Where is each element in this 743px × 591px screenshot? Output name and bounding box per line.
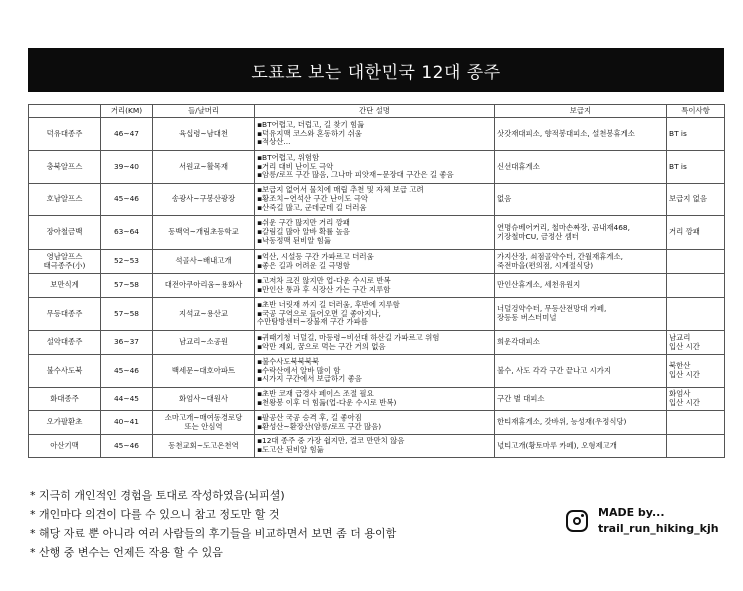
- supply-cell: [495, 250, 667, 274]
- table-row: [29, 331, 725, 355]
- description-line: ▪고저차 크진 않지만 업-다운 수시로 반복: [257, 275, 391, 285]
- note-cell: [667, 250, 725, 274]
- description-line: ▪팔공산 국공 승격 후, 길 좋아짐: [257, 412, 362, 422]
- distance-cell: 46~47: [101, 118, 153, 151]
- distance-cell: 63~64: [101, 216, 153, 250]
- trail-name-cell: 무등대종주: [29, 298, 101, 331]
- note-cell: [667, 331, 725, 355]
- table-row: [29, 355, 725, 388]
- description-line: ▪황조치~연석산 구간 난이도 극악: [257, 194, 369, 204]
- description-line: ▪환성산~환장산(암릉/로프 구간 많음): [257, 421, 382, 431]
- trail-name-cell: 장아철금백: [29, 216, 101, 250]
- table-row: [29, 274, 725, 298]
- route-cell: [153, 274, 255, 298]
- trail-name-cell: 오가팔환초: [29, 411, 101, 435]
- description-line: ▪불수사도북북북북: [257, 356, 320, 366]
- description-line: ▪갈림길 많아 알바 확률 높음: [257, 227, 350, 237]
- supply-line: 신선대휴게소: [497, 161, 540, 171]
- distance-cell: 44~45: [101, 388, 153, 411]
- route-cell: [153, 298, 255, 331]
- trail-name-cell: 영남알프스 태극종주(小): [29, 250, 101, 274]
- trail-name-cell: 아산기맥: [29, 435, 101, 458]
- description-line: ▪암릉/로프 구간 많음, 그나마 피앗재~문장대 구간은 길 좋음: [257, 170, 454, 180]
- supply-cell: [495, 435, 667, 458]
- supply-line: 장등동 버스터미널: [497, 313, 557, 322]
- page-title: 도표로 보는 대한민국 12대 종주: [251, 62, 501, 83]
- description-line: ▪보급지 없어서 물치에 매립 추천 및 자체 보급 고려: [257, 185, 424, 195]
- route-cell: [153, 184, 255, 216]
- description-line: ▪만인산 통과 후 식장산 가는 구간 지루함: [257, 284, 391, 294]
- description-line: ▪낙동정맥 된비알 힘듦: [257, 235, 331, 245]
- table-row: [29, 411, 725, 435]
- page-title-banner: [28, 48, 724, 92]
- route-cell: [153, 216, 255, 250]
- footnotes: [30, 486, 396, 562]
- route-line: 동천교회~도고온천역: [168, 440, 239, 450]
- distance-cell: 45~46: [101, 355, 153, 388]
- description-line: ▪악만 제외, 꿈으로 먹는 구간 거의 없음: [257, 341, 386, 351]
- supply-line: 연명슈베어커리, 철마손짜장, 곰내재468,: [497, 222, 630, 232]
- route-line: 석골사~배내고개: [175, 256, 232, 266]
- header-supply: 보급지: [495, 105, 667, 118]
- trail-name-cell: 호남알프스: [29, 184, 101, 216]
- supply-line: 가지산장, 쇠점골약수터, 간월재휴게소,: [497, 251, 623, 261]
- table-row: [29, 216, 725, 250]
- footnote: * 지극히 개인적인 경험을 토대로 작성하였음(뇌피셜): [30, 489, 285, 502]
- note-cell: [667, 216, 725, 250]
- route-line: 또는 안심역: [184, 421, 223, 431]
- description-line: ▪초반 코재 급경사 페이스 조절 필요: [257, 389, 374, 399]
- note-line: BT is: [669, 128, 687, 138]
- supply-cell: [495, 151, 667, 184]
- description-line: ▪귀때기청 너덜길, 마등령~비선대 하산길 가파르고 위험: [257, 332, 440, 342]
- supply-line: 넋티고개(황토마루 카페), 오형제고개: [497, 440, 617, 450]
- route-cell: [153, 411, 255, 435]
- header-distance: 거리(KM): [101, 105, 153, 118]
- route-cell: [153, 151, 255, 184]
- route-cell: [153, 388, 255, 411]
- header-description: 간단 설명: [255, 105, 495, 118]
- note-cell: [667, 435, 725, 458]
- description-line: ▪쉬운 구간 많지만 거리 깡패: [257, 218, 350, 228]
- description-cell: [255, 250, 495, 274]
- description-cell: [255, 151, 495, 184]
- route-cell: [153, 250, 255, 274]
- description-line: ▪천왕봉 이후 더 힘듦(업-다운 수시로 반복): [257, 398, 397, 407]
- note-line: 남교리: [669, 332, 691, 342]
- table-row: [29, 151, 725, 184]
- description-cell: [255, 118, 495, 151]
- made-by-label: MADE by...: [598, 506, 665, 519]
- distance-cell: 45~46: [101, 184, 153, 216]
- description-cell: [255, 435, 495, 458]
- note-line: 보급지 없음: [669, 194, 708, 204]
- description-line: ▪덕유지맥 코스와 혼동하기 쉬움: [257, 128, 362, 138]
- supply-line: 한티재휴게소, 갓바위, 능성재(우정식당): [497, 417, 627, 427]
- route-line: 동백역~개림초등학교: [168, 227, 239, 237]
- description-line: ▪BT어렵고, 더럽고, 길 찾기 힘듦: [257, 119, 365, 129]
- note-cell: [667, 151, 725, 184]
- supply-cell: [495, 216, 667, 250]
- description-line: ▪좋은 길과 어려운 길 극명함: [257, 260, 350, 270]
- supply-cell: [495, 298, 667, 331]
- table-row: [29, 184, 725, 216]
- made-by-handle: trail_run_hiking_kjh: [598, 522, 719, 535]
- distance-cell: 40~41: [101, 411, 153, 435]
- supply-line: 희운각대피소: [497, 337, 540, 347]
- supply-line: 구간 별 대피소: [497, 393, 545, 403]
- note-cell: [667, 388, 725, 411]
- route-line: 대전아쿠아리움~용화사: [164, 280, 243, 290]
- trail-table: [28, 104, 725, 458]
- supply-line: 너덜겅약수터, 무등산전망대 카페,: [497, 304, 607, 314]
- route-line: 서원교~활목재: [178, 161, 229, 171]
- trail-name-cell: 충북알프스: [29, 151, 101, 184]
- supply-cell: [495, 118, 667, 151]
- header-name: [29, 105, 101, 118]
- route-cell: [153, 435, 255, 458]
- note-line: 북한산: [669, 361, 691, 371]
- description-line: ▪적상산...: [257, 137, 291, 147]
- supply-cell: [495, 388, 667, 411]
- note-line: 화엄사: [669, 389, 691, 399]
- distance-cell: 36~37: [101, 331, 153, 355]
- description-line: ▪12대 종주 중 가장 쉽지만, 결코 만만치 않음: [257, 436, 405, 446]
- footnote: * 개인마다 의견이 다를 수 있으니 참고 정도만 할 것: [30, 508, 280, 521]
- route-line: 송광사~구봉산광장: [171, 194, 236, 204]
- note-line: 입산 시간: [669, 398, 700, 407]
- route-line: 백세문~대호아파트: [171, 365, 236, 375]
- made-by-credit: [566, 505, 719, 537]
- note-cell: [667, 274, 725, 298]
- route-cell: [153, 118, 255, 151]
- route-cell: [153, 331, 255, 355]
- description-cell: [255, 216, 495, 250]
- description-cell: [255, 355, 495, 388]
- table-row: [29, 298, 725, 331]
- table-row: [29, 435, 725, 458]
- route-line: 소마고개~매여동경로당: [164, 412, 243, 422]
- description-line: ▪시가지 구간에서 보급하기 좋음: [257, 374, 362, 384]
- table-row: [29, 118, 725, 151]
- made-by-text: [598, 505, 719, 537]
- description-line: ▪국공 구역으로 들어오면 길 좋아지나,: [257, 308, 381, 318]
- description-line: ▪수락산에서 알바 많이 함: [257, 365, 341, 375]
- note-cell: [667, 184, 725, 216]
- description-cell: [255, 388, 495, 411]
- route-line: 지석교~용산교: [178, 308, 229, 318]
- header-route: 들/날머리: [153, 105, 255, 118]
- route-line: 화엄사~대원사: [178, 393, 229, 403]
- description-cell: [255, 274, 495, 298]
- supply-line: 없음: [497, 194, 512, 204]
- description-line: ▪도고산 된비알 힘듦: [257, 445, 324, 454]
- supply-cell: [495, 331, 667, 355]
- description-cell: [255, 411, 495, 435]
- trail-name-cell: 불수사도북: [29, 355, 101, 388]
- distance-cell: 57~58: [101, 298, 153, 331]
- distance-cell: 52~53: [101, 250, 153, 274]
- supply-line: 기장철마CU, 금정산 셈터: [497, 231, 579, 241]
- note-cell: [667, 298, 725, 331]
- supply-cell: [495, 184, 667, 216]
- trail-name-cell: 덕유대종주: [29, 118, 101, 151]
- note-cell: [667, 411, 725, 435]
- table-row: [29, 388, 725, 411]
- supply-cell: [495, 355, 667, 388]
- description-cell: [255, 298, 495, 331]
- trail-name-cell: 보만식계: [29, 274, 101, 298]
- supply-cell: [495, 411, 667, 435]
- description-line: ▪산죽길 많고, 군데군데 길 더러움: [257, 202, 367, 212]
- description-cell: [255, 184, 495, 216]
- description-line: ▪초반 너릿재 까지 길 더러움, 후반에 지루함: [257, 299, 400, 309]
- distance-cell: 39~40: [101, 151, 153, 184]
- distance-cell: 45~46: [101, 435, 153, 458]
- description-line: ▪억산, 시설등 구간 가파르고 더러움: [257, 251, 374, 261]
- route-line: 남교리~소공원: [178, 337, 229, 347]
- note-line: 거리 깡패: [669, 227, 700, 237]
- description-line: 수만탐방센터~장불재 구간 가파름: [257, 317, 368, 327]
- supply-line: 삿갓재대피소, 향적봉대피소, 설천봉휴게소: [497, 128, 635, 138]
- description-line: ▪거리 대비 난이도 극악: [257, 161, 334, 171]
- footnote: * 산행 중 변수는 언제든 작용 할 수 있음: [30, 546, 223, 559]
- supply-cell: [495, 274, 667, 298]
- footnote: * 해당 자료 뿐 아니라 여러 사람들의 후기들을 비교하면서 보면 좀 더 용이함: [30, 527, 397, 540]
- note-line: 입산 시간: [669, 370, 700, 379]
- note-line: BT is: [669, 161, 687, 171]
- instagram-icon: [566, 510, 588, 532]
- route-cell: [153, 355, 255, 388]
- trail-name-cell: 설악대종주: [29, 331, 101, 355]
- description-cell: [255, 331, 495, 355]
- header-note: 특이사항: [667, 105, 725, 118]
- trail-name-cell: 화대종주: [29, 388, 101, 411]
- table-header-row: [29, 105, 725, 118]
- note-line: 입산 시간: [669, 341, 700, 351]
- route-line: 육십령~남대천: [178, 128, 229, 138]
- table-row: [29, 250, 725, 274]
- distance-cell: 57~58: [101, 274, 153, 298]
- note-cell: [667, 355, 725, 388]
- note-cell: [667, 118, 725, 151]
- supply-line: 만인산휴게소, 세천유원지: [497, 280, 581, 290]
- supply-line: 죽전마을(편의점, 시계절식당): [497, 260, 594, 270]
- supply-line: 불수, 사도 각각 구간 끝나고 시가지: [497, 365, 612, 375]
- description-line: ▪BT어렵고, 위험함: [257, 152, 320, 162]
